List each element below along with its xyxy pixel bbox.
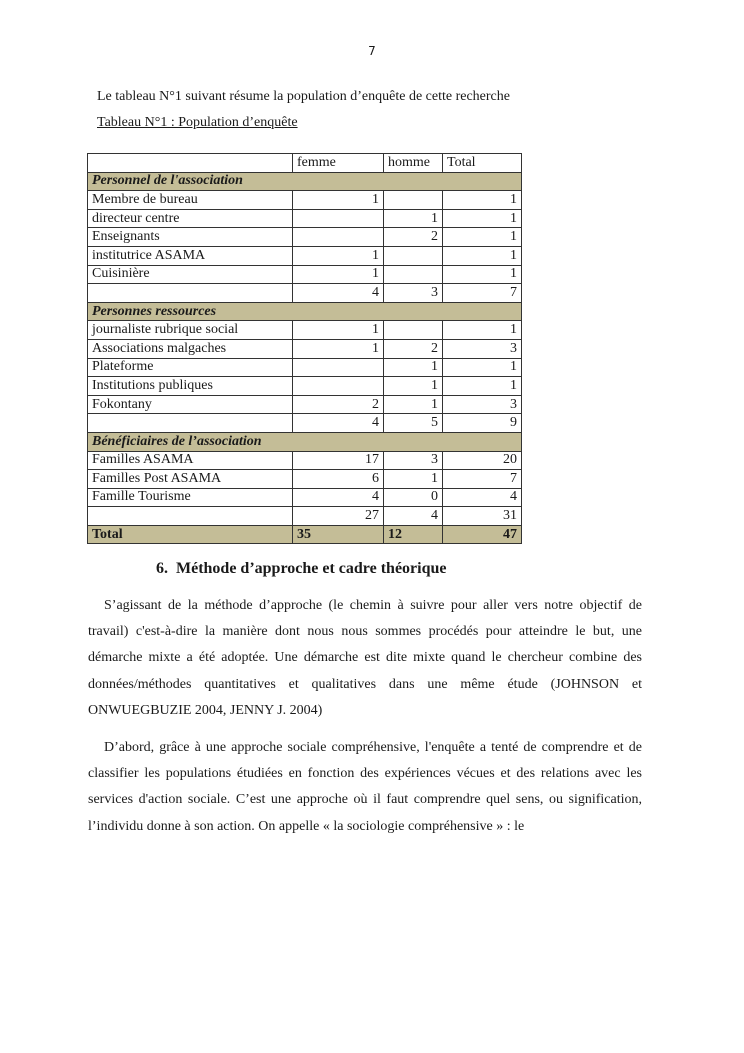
value-cell: 7: [443, 470, 522, 489]
value-cell: 12: [384, 525, 443, 544]
row-label-cell: Plateforme: [88, 358, 293, 377]
table-row: [88, 209, 522, 228]
value-cell: 3: [384, 284, 443, 303]
section-title-cell: Personnes ressources: [88, 302, 522, 321]
row-label-cell: Cuisinière: [88, 265, 293, 284]
table-row: [88, 358, 522, 377]
value-cell: 1: [384, 395, 443, 414]
row-label-cell: institutrice ASAMA: [88, 246, 293, 265]
value-cell: 3: [443, 395, 522, 414]
value-cell: 1: [443, 265, 522, 284]
value-cell: 7: [443, 284, 522, 303]
value-cell: 2: [384, 339, 443, 358]
table-row: [88, 339, 522, 358]
table-row: [88, 451, 522, 470]
subtotal-row: [88, 507, 522, 526]
row-label-cell: Institutions publiques: [88, 377, 293, 396]
value-cell: 1: [443, 209, 522, 228]
value-cell: 1: [293, 321, 384, 340]
value-cell: 1: [384, 470, 443, 489]
value-cell: 1: [293, 265, 384, 284]
row-label-cell: Membre de bureau: [88, 191, 293, 210]
row-label-cell: Familles Post ASAMA: [88, 470, 293, 489]
row-label-cell: Total: [88, 525, 293, 544]
table-row: [88, 191, 522, 210]
value-cell: 1: [443, 377, 522, 396]
value-cell: 4: [443, 488, 522, 507]
row-label-cell: Fokontany: [88, 395, 293, 414]
value-cell: [384, 321, 443, 340]
value-cell: 20: [443, 451, 522, 470]
total-row: [88, 525, 522, 544]
section-row: [88, 172, 522, 191]
paragraph-text: S’agissant de la méthode d’approche (le chemin à suivre pour aller vers notre objectif de travail) c'est-à-dire la manière dont nous nous sommes procédés pour atteindre le but, une démarche mixte a été adoptée. Une démarche est dite mixte quand le chercheur combine des données/méthodes quantitatives et qualitatives dans une même étude (JOHNSON et ONWUEGBUZIE 2004, JENNY J. 2004): [88, 598, 642, 718]
value-cell: 17: [293, 451, 384, 470]
column-header: homme: [384, 154, 443, 173]
section-title-cell: Personnel de l'association: [88, 172, 522, 191]
table-header-row: [88, 154, 522, 173]
row-label-cell: Associations malgaches: [88, 339, 293, 358]
column-header: Total: [443, 154, 522, 173]
value-cell: 1: [443, 228, 522, 247]
section-heading: [156, 560, 446, 578]
value-cell: [293, 228, 384, 247]
row-label-cell: [88, 507, 293, 526]
column-header: [88, 154, 293, 173]
value-cell: 4: [293, 488, 384, 507]
table-caption: Tableau N°1 : Population d’enquête: [97, 115, 298, 130]
row-label-cell: [88, 284, 293, 303]
page-number: 7: [368, 44, 376, 58]
section-number: 6.: [156, 560, 168, 577]
value-cell: 2: [293, 395, 384, 414]
value-cell: 1: [293, 339, 384, 358]
intro-text: Le tableau N°1 suivant résume la population d’enquête de cette recherche: [97, 89, 510, 104]
section-row: [88, 302, 522, 321]
table-row: [88, 395, 522, 414]
table-row: [88, 321, 522, 340]
row-label-cell: journaliste rubrique social: [88, 321, 293, 340]
subtotal-row: [88, 414, 522, 433]
row-label-cell: Famille Tourisme: [88, 488, 293, 507]
value-cell: [384, 246, 443, 265]
table-row: [88, 265, 522, 284]
value-cell: [293, 209, 384, 228]
value-cell: [384, 191, 443, 210]
section-title-cell: Bénéficiaires de l’association: [88, 432, 522, 451]
value-cell: [293, 377, 384, 396]
paragraph: [88, 735, 642, 840]
paragraph: [88, 593, 642, 724]
value-cell: 4: [293, 284, 384, 303]
table-row: [88, 228, 522, 247]
row-label-cell: Enseignants: [88, 228, 293, 247]
population-table-body: [88, 154, 522, 544]
value-cell: 47: [443, 525, 522, 544]
value-cell: 1: [443, 358, 522, 377]
section-row: [88, 432, 522, 451]
value-cell: 1: [443, 191, 522, 210]
value-cell: 9: [443, 414, 522, 433]
value-cell: 27: [293, 507, 384, 526]
row-label-cell: directeur centre: [88, 209, 293, 228]
value-cell: 35: [293, 525, 384, 544]
value-cell: 1: [384, 377, 443, 396]
row-label-cell: [88, 414, 293, 433]
value-cell: 3: [384, 451, 443, 470]
section-title: Méthode d’approche et cadre théorique: [176, 560, 447, 577]
value-cell: [384, 265, 443, 284]
value-cell: 1: [384, 358, 443, 377]
value-cell: 2: [384, 228, 443, 247]
table-row: [88, 377, 522, 396]
value-cell: [293, 358, 384, 377]
paragraph-text: D’abord, grâce à une approche sociale compréhensive, l'enquête a tenté de comprendre et de classifier les populations étudiées en fonction des expériences vécues et des relations avec les services d'action sociale. C’est une approche où il faut comprendre quel sens, ou signification, l’individu donne à son action. On appelle « la sociologie compréhensive » : le: [88, 740, 642, 834]
row-label-cell: Familles ASAMA: [88, 451, 293, 470]
value-cell: 1: [293, 246, 384, 265]
value-cell: 1: [443, 321, 522, 340]
table-row: [88, 488, 522, 507]
value-cell: 6: [293, 470, 384, 489]
value-cell: 1: [293, 191, 384, 210]
value-cell: 4: [293, 414, 384, 433]
value-cell: 1: [443, 246, 522, 265]
subtotal-row: [88, 284, 522, 303]
table-row: [88, 246, 522, 265]
value-cell: 3: [443, 339, 522, 358]
value-cell: 0: [384, 488, 443, 507]
value-cell: 31: [443, 507, 522, 526]
table-row: [88, 470, 522, 489]
value-cell: 5: [384, 414, 443, 433]
value-cell: 1: [384, 209, 443, 228]
column-header: femme: [293, 154, 384, 173]
population-table: [87, 153, 522, 544]
value-cell: 4: [384, 507, 443, 526]
